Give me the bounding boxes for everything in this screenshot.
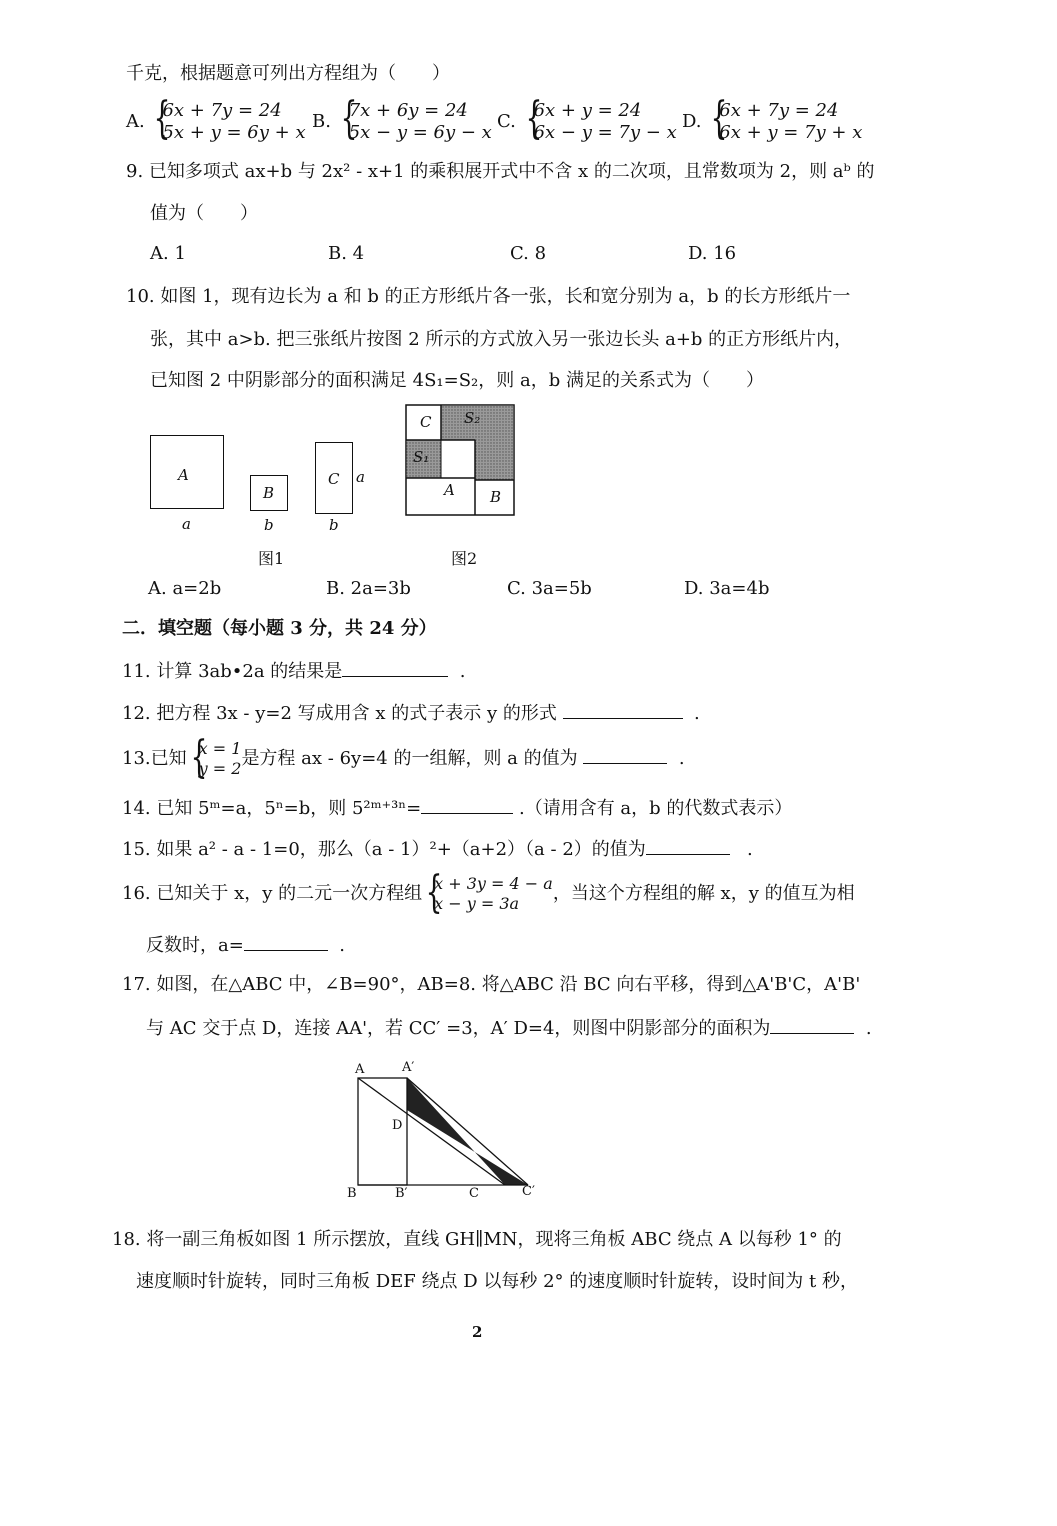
q9-option-d: D. 16 (688, 243, 737, 264)
label-side-a-rect: a (356, 468, 365, 486)
intro-line: 千克，根据题意可列出方程组为（ ） (126, 63, 450, 84)
q11-text: 11. 计算 3ab•2a 的结果是 (122, 661, 343, 682)
q8-option-d (682, 100, 862, 144)
q10-option-b: B. 2a=3b (326, 578, 411, 599)
q18-line1: 18. 将一副三角板如图 1 所示摆放，直线 GH∥MN，现将三角板 ABC 绕点 A 以每秒 1° 的 (112, 1229, 842, 1250)
figure-2-caption: 图2 (451, 549, 478, 568)
fig-label-a: A (355, 1062, 365, 1077)
option-letter: A. (126, 111, 145, 132)
fig-label-b: B (347, 1186, 357, 1201)
label-side-a: a (182, 515, 191, 533)
q13-end: . (678, 748, 685, 769)
equation: { x = 1 (198, 739, 242, 758)
equation: { 6x + 7y = 24 (719, 100, 839, 121)
q12-text: 12. 把方程 3x - y=2 写成用含 x 的式子表示 y 的形式 (122, 703, 557, 724)
option-letter: D. (682, 111, 702, 132)
q14-text: 14. 已知 5ᵐ=a，5ⁿ=b，则 5²ᵐ⁺³ⁿ= (122, 798, 422, 819)
equation: 6x + y = 7y + x (719, 122, 863, 143)
equation: 5x + y = 6y + x (162, 122, 306, 143)
q16-prefix: 16. 已知关于 x，y 的二元一次方程组 (122, 883, 423, 904)
equation: { x + 3y = 4 − a (434, 874, 553, 893)
q10-option-c: C. 3a=5b (507, 578, 592, 599)
q15-text: 15. 如果 a² - a - 1=0，那么（a - 1）²+（a+2）（a - 2）的值为 (122, 839, 646, 860)
answer-blank (244, 932, 328, 951)
q15-end: . (746, 839, 753, 860)
q10-option-a: A. a=2b (148, 578, 222, 599)
fig2-label-s2: S₂ (464, 409, 481, 427)
q10-option-d: D. 3a=4b (684, 578, 770, 599)
fig-label-c-prime: C′ (522, 1184, 535, 1199)
q16-end: . (339, 935, 346, 956)
q18-line2: 速度顺时针旋转，同时三角板 DEF 绕点 D 以每秒 2° 的速度顺时针旋转，设时间为 t 秒， (136, 1271, 858, 1292)
answer-blank (342, 658, 448, 677)
equation-system (187, 739, 242, 779)
equation-system (422, 874, 553, 914)
label-side-b-rect: b (329, 516, 339, 534)
label-b-square: B (263, 484, 275, 502)
q14-end: .（请用含有 a，b 的代数式表示） (518, 798, 793, 819)
q17-end: . (865, 1018, 872, 1039)
fig-label-d: D (392, 1118, 403, 1133)
q15 (122, 836, 753, 862)
q8-option-c (497, 100, 677, 144)
q9-option-b: B. 4 (328, 243, 365, 264)
label-a-square: A (178, 466, 189, 484)
q16-line2-text: 反数时，a= (146, 935, 244, 956)
fig2-label-c: C (420, 413, 432, 431)
fig2-label-b: B (490, 488, 502, 506)
fig2-label-a: A (444, 481, 455, 499)
q12-end: . (694, 703, 700, 724)
figure-1-caption: 图1 (258, 549, 285, 568)
q9-option-a: A. 1 (150, 243, 186, 264)
equation: y = 2 (198, 759, 242, 778)
q16-line2 (146, 932, 345, 958)
section-2-heading: 二．填空题（每小题 3 分，共 24 分） (122, 618, 437, 639)
q13-prefix: 13.已知 (122, 748, 187, 769)
q9-option-c: C. 8 (510, 243, 547, 264)
q17-line2 (146, 1015, 872, 1041)
q10-line3: 已知图 2 中阴影部分的面积满足 4S₁=S₂，则 a，b 满足的关系式为（ ） (150, 370, 764, 391)
equation: 6x − y = 7y − x (533, 122, 677, 143)
q10-line1: 10. 如图 1，现有边长为 a 和 b 的正方形纸片各一张，长和宽分别为 a，b 的长方形纸片一 (126, 286, 851, 307)
q9-line2: 值为（ ） (150, 203, 258, 224)
equation: { 7x + 6y = 24 (348, 100, 468, 121)
fig-label-b-prime: B′ (395, 1186, 408, 1201)
fig2-label-s1: S₁ (413, 448, 430, 466)
label-c-rect: C (328, 470, 340, 488)
page-number: 2 (472, 1323, 483, 1341)
equation-system (522, 100, 677, 144)
equation: { 6x + 7y = 24 (162, 100, 282, 121)
equation-system (337, 100, 492, 144)
equation: 5x − y = 6y − x (348, 122, 492, 143)
q13-suffix: 是方程 ax - 6y=4 的一组解，则 a 的值为 (241, 748, 578, 769)
q10-line2: 张，其中 a>b. 把三张纸片按图 2 所示的方式放入另一张边长头 a+b 的正方形纸片内， (150, 329, 853, 350)
q16-line1 (122, 872, 855, 916)
answer-blank (646, 836, 730, 855)
q8-option-b (312, 100, 492, 144)
q17-figure-drawing (350, 1070, 540, 1190)
equation: x − y = 3a (434, 894, 520, 913)
q12 (122, 700, 700, 726)
answer-blank (563, 700, 683, 719)
q9-line1: 9. 已知多项式 ax+b 与 2x² - x+1 的乘积展开式中不含 x 的二次项，且常数项为 2，则 aᵇ 的 (126, 161, 875, 182)
q16-suffix: ，当这个方程组的解 x，y 的值互为相 (552, 883, 855, 904)
q8-option-a (126, 100, 306, 144)
q13 (122, 737, 685, 781)
q14 (122, 795, 792, 821)
option-letter: C. (497, 111, 516, 132)
q11-end: . (459, 661, 466, 682)
answer-blank (421, 795, 513, 814)
answer-blank (770, 1015, 854, 1034)
equation-system (707, 100, 862, 144)
equation-system (150, 100, 305, 144)
q11 (122, 658, 466, 684)
fig-label-a-prime: A′ (402, 1060, 415, 1075)
label-side-b: b (264, 516, 274, 534)
answer-blank (583, 745, 667, 764)
q17-line2-text: 与 AC 交于点 D，连接 AA'，若 CC′ =3，A′ D=4，则图中阴影部分的面积为 (146, 1018, 771, 1039)
equation: { 6x + y = 24 (533, 100, 642, 121)
q17-line1: 17. 如图，在△ABC 中，∠B=90°，AB=8. 将△ABC 沿 BC 向右平移，得到△A'B'C，A'B' (122, 974, 861, 995)
option-letter: B. (312, 111, 331, 132)
fig-label-c: C (469, 1186, 479, 1201)
